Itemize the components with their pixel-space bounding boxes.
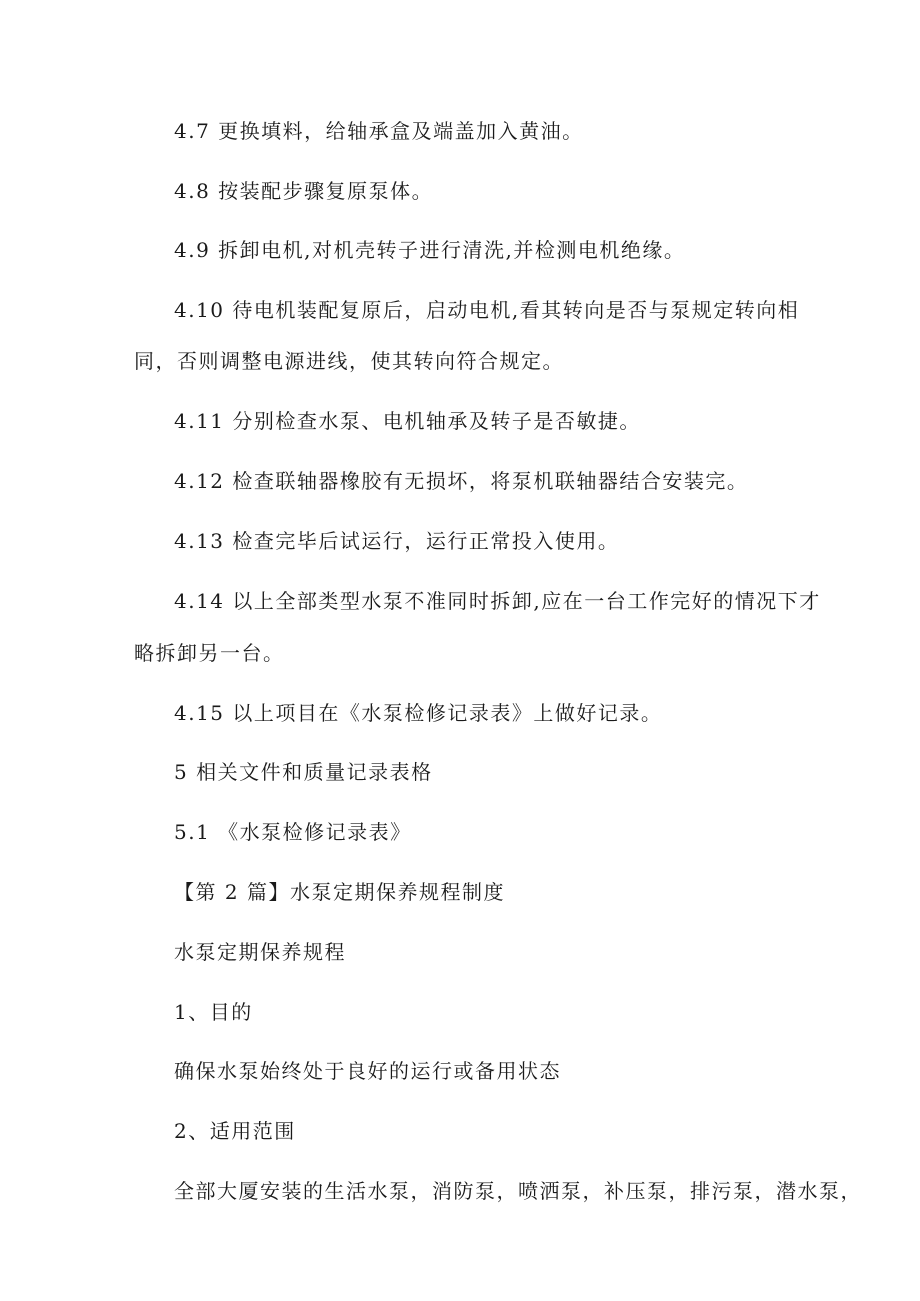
paragraph-4-7: 4.7 更换填料，给轴承盒及端盖加入黄油。 (174, 119, 584, 143)
section-1-body: 确保水泵始终处于良好的运行或备用状态 (174, 1059, 561, 1083)
section-2-body-line-1: 全部大厦安装的生活水泵，消防泵，喷洒泵，补压泵，排污泵，潜水泵， (174, 1179, 862, 1203)
item-5-1: 5.1 《水泵检修记录表》 (174, 820, 412, 844)
paragraph-4-9: 4.9 拆卸电机,对机壳转子进行清洗,并检测电机绝缘。 (174, 238, 686, 262)
section-2-heading: 2、适用范围 (174, 1119, 296, 1143)
paragraph-4-13: 4.13 检查完毕后试运行，运行正常投入使用。 (174, 529, 620, 553)
paragraph-4-14-line-2: 略拆卸另一台。 (134, 641, 285, 665)
paragraph-4-10-line-2: 同，否则调整电源进线，使其转向符合规定。 (134, 349, 564, 373)
paragraph-4-15: 4.15 以上项目在《水泵检修记录表》上做好记录。 (174, 701, 663, 725)
section-5-heading: 5 相关文件和质量记录表格 (174, 760, 433, 784)
regulation-title: 水泵定期保养规程 (174, 940, 346, 964)
chapter-2-heading: 【第 2 篇】水泵定期保养规程制度 (174, 880, 505, 904)
section-1-heading: 1、目的 (174, 1000, 253, 1024)
paragraph-4-12: 4.12 检查联轴器橡胶有无损坏，将泵机联轴器结合安装完。 (174, 469, 749, 493)
paragraph-4-8: 4.8 按装配步骤复原泵体。 (174, 179, 434, 203)
paragraph-4-11: 4.11 分别检查水泵、电机轴承及转子是否敏捷。 (174, 409, 641, 433)
paragraph-4-14-line-1: 4.14 以上全部类型水泵不准同时拆卸,应在一台工作完好的情况下才 (174, 589, 821, 613)
paragraph-4-10-line-1: 4.10 待电机装配复原后，启动电机,看其转向是否与泵规定转向相 (174, 298, 800, 322)
